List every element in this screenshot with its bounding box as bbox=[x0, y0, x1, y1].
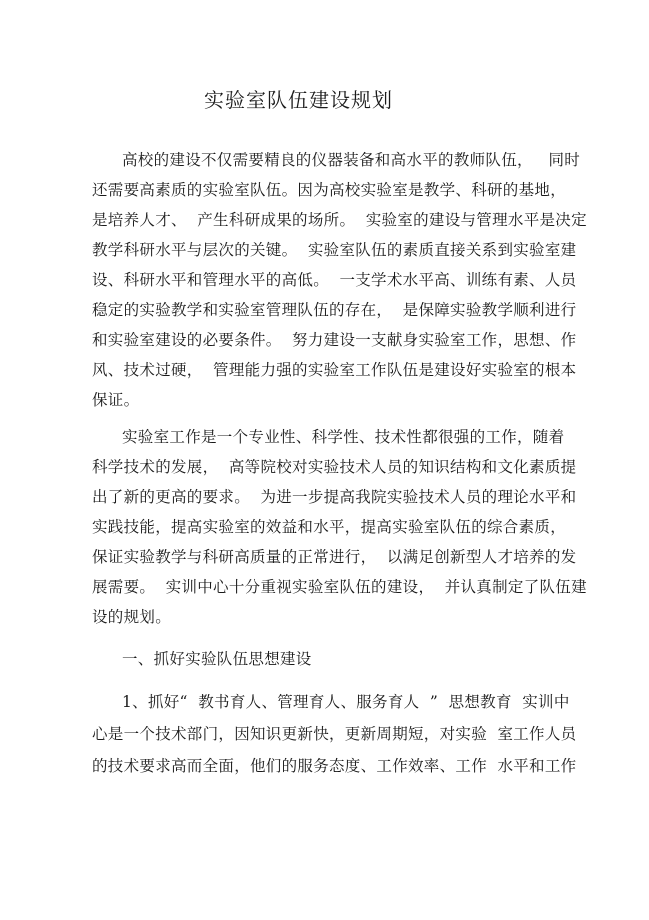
paragraph-line: 出了新的更高的要求。 为进一步提高我院实验技术人员的理论水平和 bbox=[92, 488, 577, 506]
paragraph-line: 实践技能，提高实验室的效益和水平，提高实验室队伍的综合素质， bbox=[92, 518, 567, 536]
paragraph-line: 心是一个技术部门，因知识更新快，更新周期短，对实验 室工作人员 bbox=[92, 725, 577, 743]
paragraph-line: 风、技术过硬， 管理能力强的实验室工作队伍是建设好实验室的根本 bbox=[92, 361, 577, 379]
section-heading: 一、抓好实验队伍思想建设 bbox=[122, 650, 312, 668]
paragraph-line: 高校的建设不仅需要精良的仪器装备和高水平的教师队伍， 同时 bbox=[122, 151, 581, 169]
paragraph-line: 教学科研水平与层次的关键。 实验室队伍的素质直接关系到实验室建 bbox=[92, 241, 577, 259]
paragraph-line: 展需要。 实训中心十分重视实验室队伍的建设， 并认真制定了队伍建 bbox=[92, 578, 587, 596]
paragraph-line: 的技术要求高而全面，他们的服务态度、工作效率、工作 水平和工作 bbox=[92, 757, 577, 775]
document-title: 实验室队伍建设规划 bbox=[204, 88, 393, 112]
paragraph-line: 科学技术的发展， 高等院校对实验技术人员的知识结构和文化素质提 bbox=[92, 458, 577, 476]
paragraph-line: 实验室工作是一个专业性、科学性、技术性都很强的工作，随着 bbox=[122, 428, 565, 446]
paragraph-line: 保证实验教学与科研高质量的正常进行， 以满足创新型人才培养的发 bbox=[92, 548, 577, 566]
paragraph-line: 和实验室建设的必要条件。 努力建设一支献身实验室工作，思想、作 bbox=[92, 331, 577, 349]
paragraph-line: 是培养人才、 产生科研成果的场所。 实验室的建设与管理水平是决定 bbox=[92, 211, 587, 229]
paragraph-line: 设的规划。 bbox=[92, 608, 172, 626]
paragraph-line: 保证。 bbox=[92, 391, 140, 409]
paragraph-line: 稳定的实验教学和实验室管理队伍的存在， 是保障实验教学顺利进行 bbox=[92, 301, 577, 319]
paragraph-line: 还需要高素质的实验室队伍。因为高校实验室是教学、科研的基地， bbox=[92, 181, 567, 199]
paragraph-line: 1、抓好“ 教书育人、管理育人、服务育人 ” 思想教育 实训中 bbox=[122, 693, 570, 711]
paragraph-line: 设、科研水平和管理水平的高低。 一支学术水平高、训练有素、人员 bbox=[92, 271, 577, 289]
